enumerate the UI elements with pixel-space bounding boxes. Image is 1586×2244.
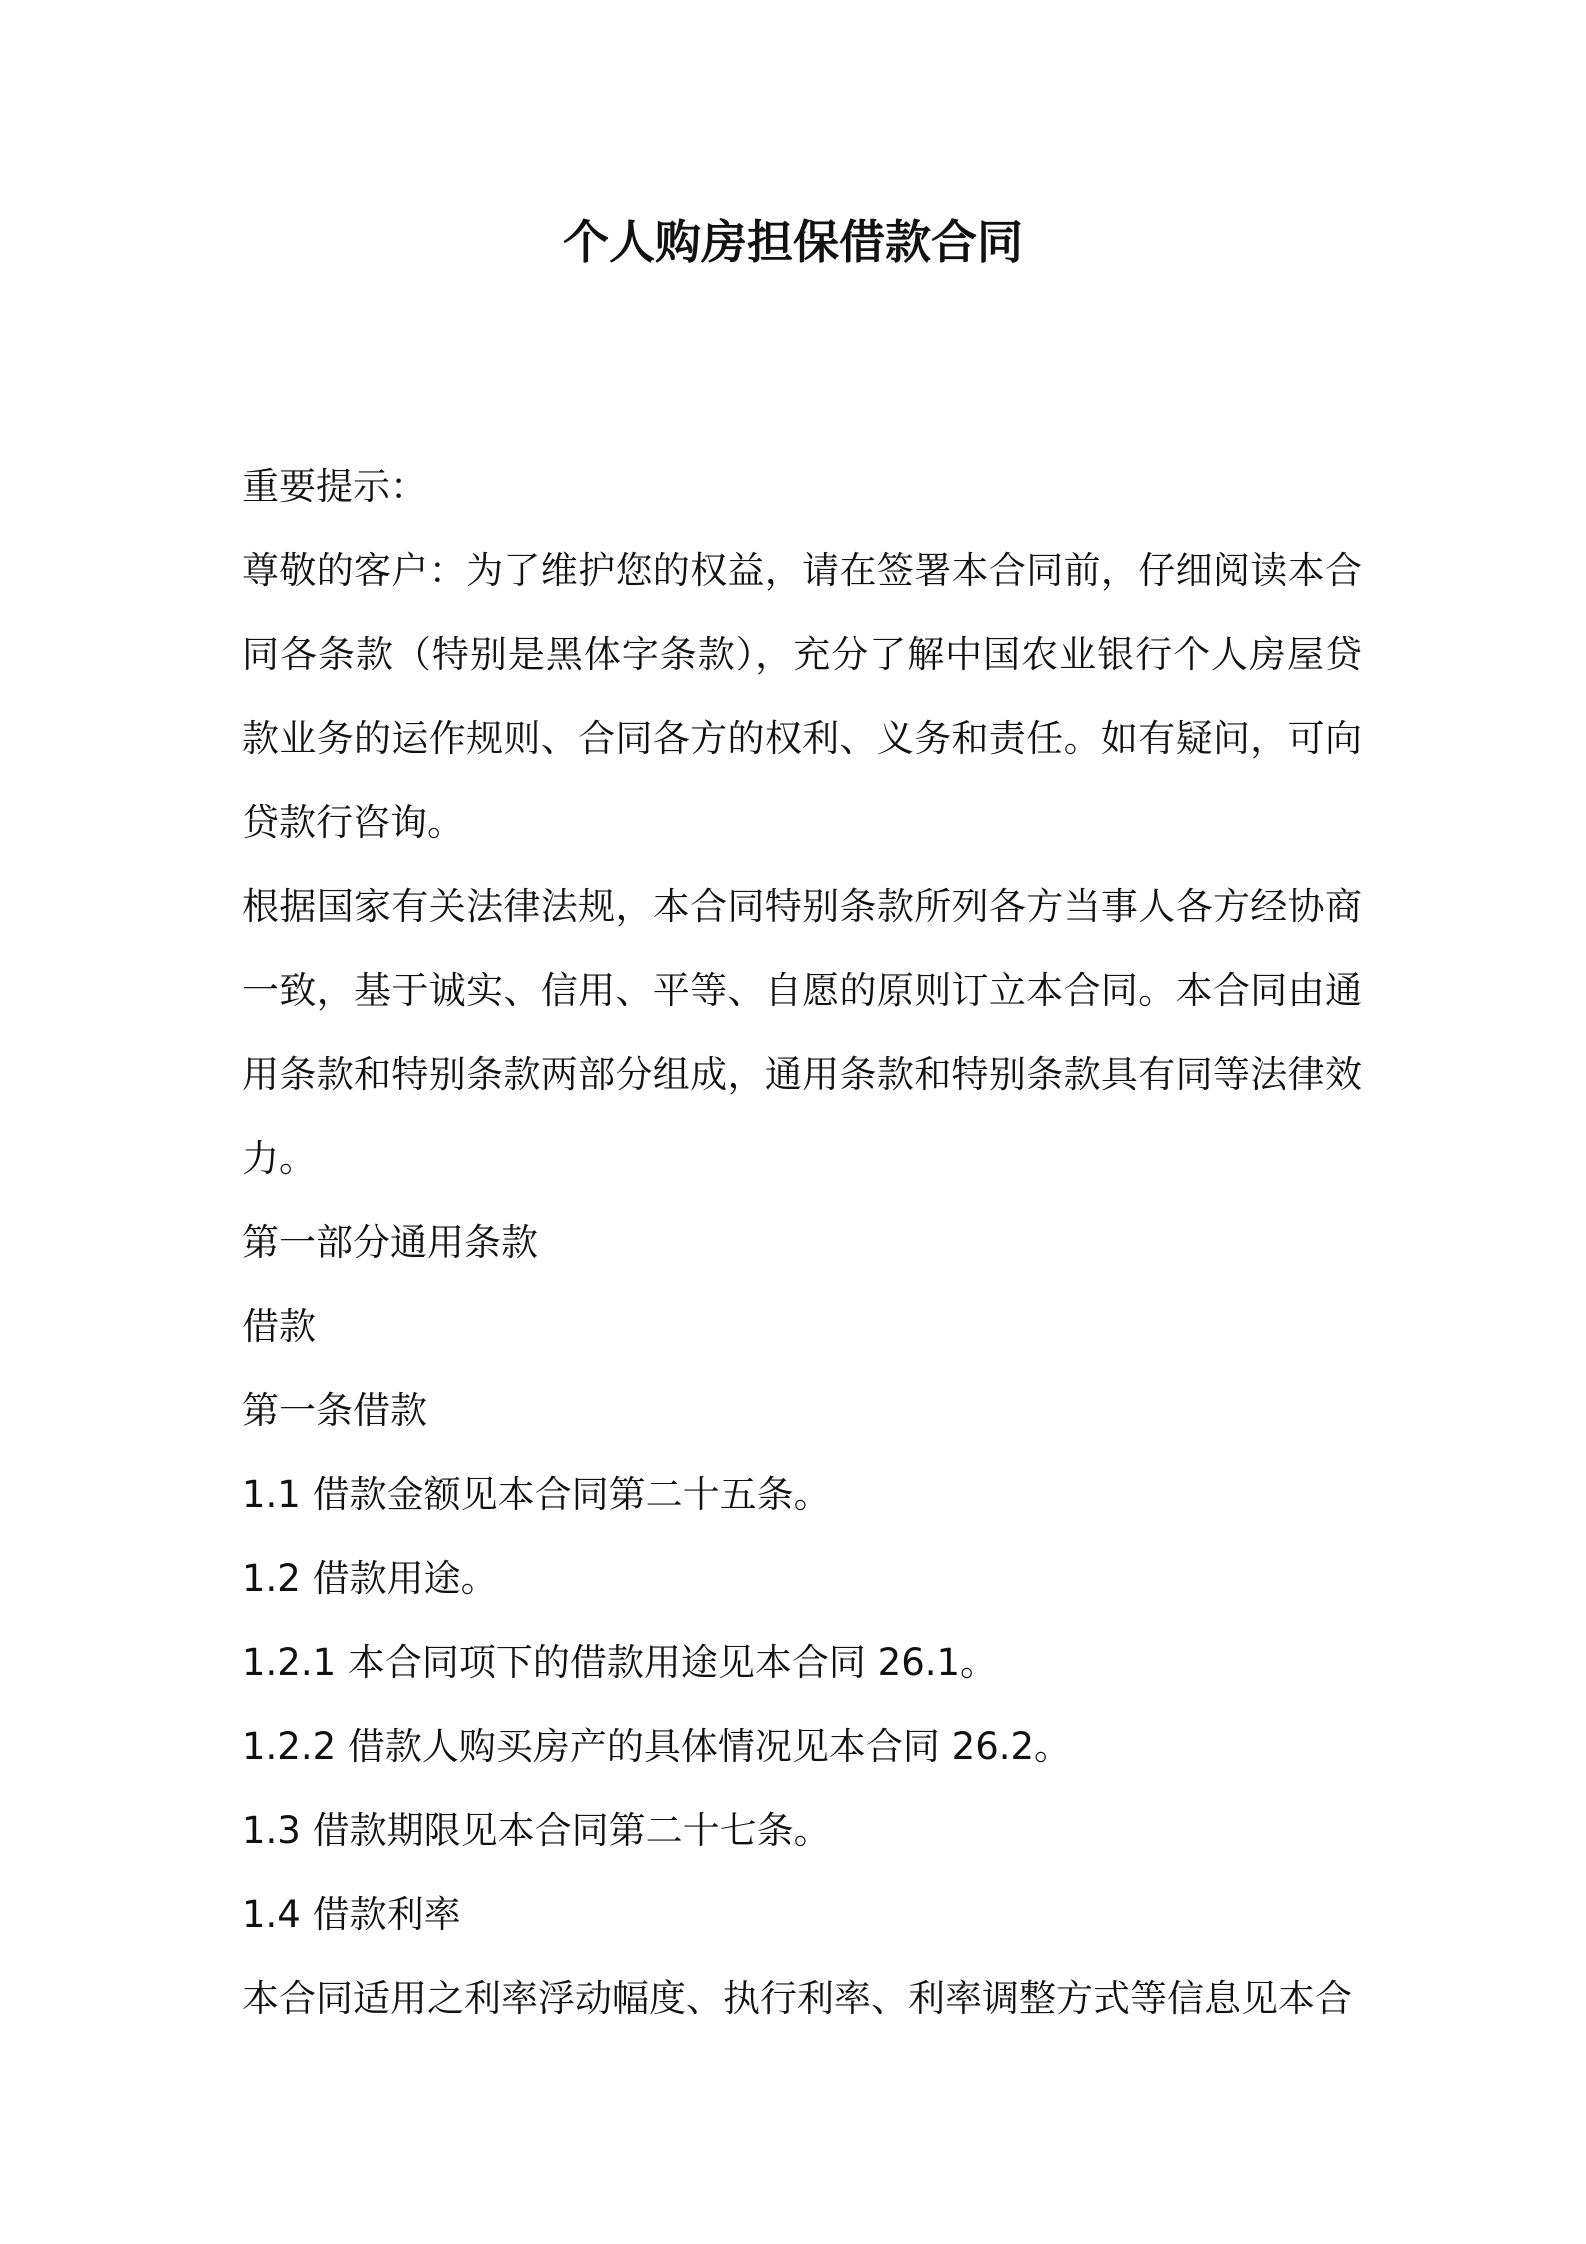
paragraph-customer-notice: 尊敬的客户：为了维护您的权益，请在签署本合同前，仔细阅读本合同各条款（特别是黑体字条款），充分了解中国农业银行个人房屋贷款业务的运作规则、合同各方的权利、义务和责任。如有疑问，可向贷款行咨询。 <box>242 549 1362 844</box>
clause-1-3: 1.3 借款期限见本合同第二十七条。 <box>242 1809 831 1852</box>
section-heading-part-one: 第一部分通用条款 <box>242 1221 538 1264</box>
paragraph-important-notice: 重要提示： <box>242 465 427 508</box>
clause-1-4: 1.4 借款利率 <box>242 1893 461 1936</box>
clause-1-4-text: 本合同适用之利率浮动幅度、执行利率、利率调整方式等信息见本合 <box>242 1977 1352 2020</box>
clause-1-2-2: 1.2.2 借款人购买房产的具体情况见本合同 26.2。 <box>242 1725 1072 1768</box>
clause-1-2: 1.2 借款用途。 <box>242 1557 498 1600</box>
paragraph-legal-basis: 根据国家有关法律法规，本合同特别条款所列各方当事人各方经协商一致，基于诚实、信用、平等、自愿的原则订立本合同。本合同由通用条款和特别条款两部分组成，通用条款和特别条款具有同等法律效力。 <box>242 885 1362 1180</box>
document-body <box>242 445 1362 2041</box>
article-heading-1: 第一条借款 <box>242 1389 427 1432</box>
clause-1-2-1: 1.2.1 本合同项下的借款用途见本合同 26.1。 <box>242 1641 998 1684</box>
clause-1-1: 1.1 借款金额见本合同第二十五条。 <box>242 1473 831 1516</box>
document-title: 个人购房担保借款合同 <box>563 215 1023 269</box>
section-heading-loan: 借款 <box>242 1305 316 1348</box>
